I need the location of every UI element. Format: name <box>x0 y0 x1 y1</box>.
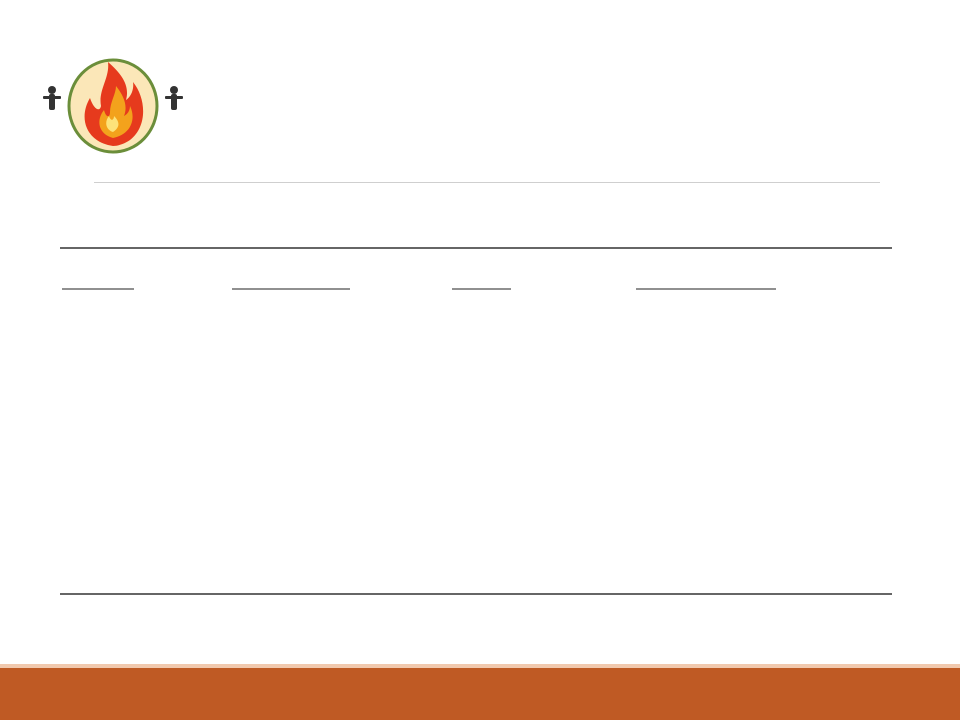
footer-bar <box>0 668 960 720</box>
hospital-logo <box>38 34 188 174</box>
meta-analysis-figure <box>42 196 904 670</box>
person-left-icon <box>43 86 61 110</box>
header-divider <box>94 182 880 183</box>
person-right-icon <box>165 86 183 110</box>
slide-header <box>280 28 940 68</box>
